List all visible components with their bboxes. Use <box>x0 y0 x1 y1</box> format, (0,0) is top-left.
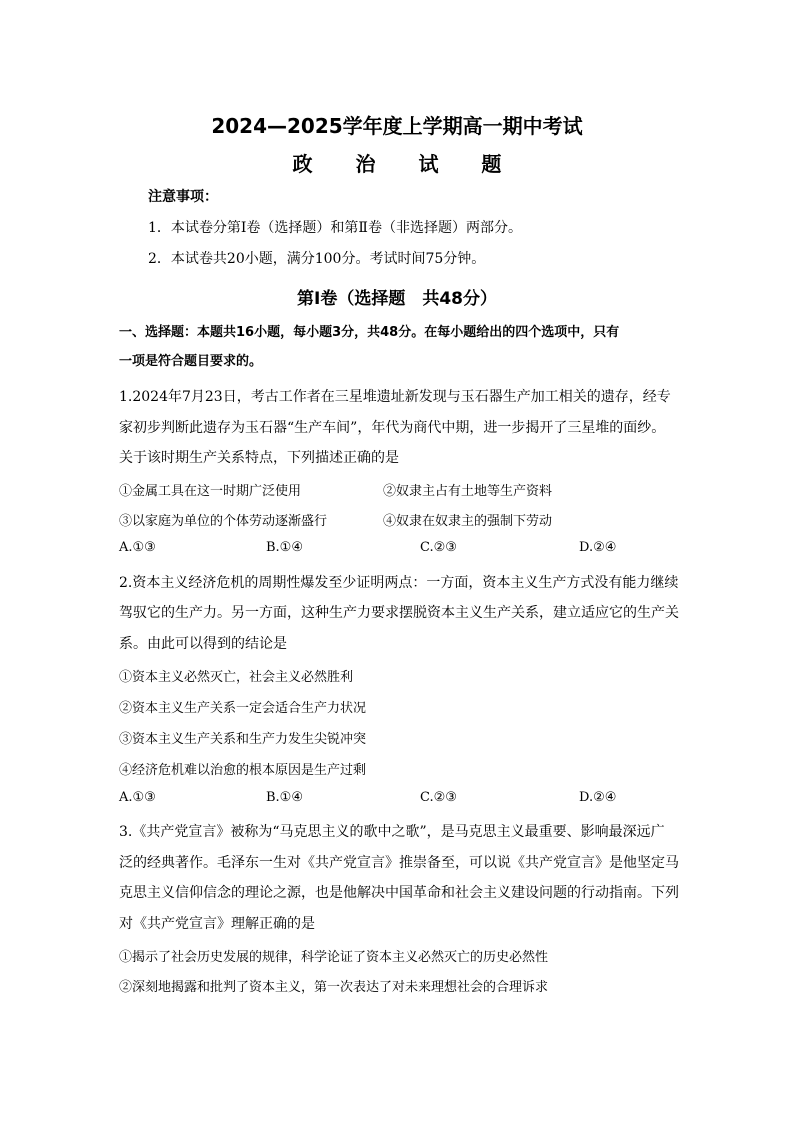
q2-stem-line-1: 2.资本主义经济危机的周期性爆发至少证明两点：一方面，资本主义生产方式没有能力继续 <box>119 575 679 591</box>
notice-heading: 注意事项： <box>148 189 218 205</box>
q1-item-4: ④奴隶在奴隶主的强制下劳动 <box>383 514 553 529</box>
q3-stem-line-3: 克思主义信仰信念的理论之源，也是他解决中国革命和社会主义建设问题的行动指南。下列 <box>119 885 679 901</box>
q2-item-2: ②资本主义生产关系一定会适合生产力状况 <box>119 701 367 716</box>
notice-item-1: 1．本试卷分第Ⅰ卷（选择题）和第Ⅱ卷（非选择题）两部分。 <box>148 220 522 236</box>
q2-item-3: ③资本主义生产关系和生产力发生尖锐冲突 <box>119 732 367 747</box>
section-instruction-line-2: 一项是符合题目要求的。 <box>119 354 263 369</box>
q1-choice-c: C.②③ <box>420 540 457 555</box>
notice-item-2: 2．本试卷共20小题，满分100分。考试时间75分钟。 <box>148 251 486 267</box>
q3-stem-line-1: 3.《共产党宣言》被称为“马克思主义的歌中之歌”，是马克思主义最重要、影响最深远广 <box>119 824 665 840</box>
q1-choice-b: B.①④ <box>266 540 303 555</box>
q2-item-1: ①资本主义必然灭亡，社会主义必然胜利 <box>119 670 354 685</box>
q1-item-1: ①金属工具在这一时期广泛使用 <box>119 484 302 499</box>
q2-stem-line-3: 系。由此可以得到的结论是 <box>119 636 287 652</box>
q2-stem-line-2: 驾驭它的生产力。另一方面，这种生产力要求摆脱资本主义生产关系，建立适应它的生产关 <box>119 605 679 621</box>
q3-stem-line-4: 对《共产党宣言》理解正确的是 <box>119 916 315 932</box>
exam-title: 2024—2025学年度上学期高一期中考试 <box>211 114 583 138</box>
q1-item-2: ②奴隶主占有土地等生产资料 <box>383 484 553 499</box>
q1-item-3: ③以家庭为单位的个体劳动逐渐盛行 <box>119 514 328 529</box>
subject-title: 政 治 试 题 <box>292 152 520 176</box>
q2-choice-d: D.②④ <box>579 790 617 805</box>
q1-stem-line-2: 家初步判断此遗存为玉石器“生产车间”，年代为商代中期，进一步揭开了三星堆的面纱。 <box>119 420 666 436</box>
q1-stem-line-3: 关于该时期生产关系特点，下列描述正确的是 <box>119 450 399 466</box>
q3-item-1: ①揭示了社会历史发展的规律，科学论证了资本主义必然灭亡的历史必然性 <box>119 950 549 965</box>
section-instruction-line-1: 一、选择题：本题共16小题，每小题3分，共48分。在每小题给出的四个选项中，只有 <box>119 325 620 340</box>
q1-choice-a: A.①③ <box>119 540 156 555</box>
q2-choice-a: A.①③ <box>119 790 156 805</box>
q2-choice-b: B.①④ <box>266 790 303 805</box>
q3-stem-line-2: 泛的经典著作。毛泽东一生对《共产党宣言》推崇备至，可以说《共产党宣言》是他坚定马 <box>119 855 679 871</box>
q2-choice-c: C.②③ <box>420 790 457 805</box>
section-title: 第Ⅰ卷（选择题 共48分） <box>297 289 497 309</box>
q1-stem-line-1: 1.2024年7月23日，考古工作者在三星堆遗址新发现与玉石器生产加工相关的遗存，经专 <box>119 389 671 405</box>
q1-choice-d: D.②④ <box>579 540 617 555</box>
q2-item-4: ④经济危机难以治愈的根本原因是生产过剩 <box>119 763 367 778</box>
q3-item-2: ②深刻地揭露和批判了资本主义，第一次表达了对未来理想社会的合理诉求 <box>119 980 549 995</box>
